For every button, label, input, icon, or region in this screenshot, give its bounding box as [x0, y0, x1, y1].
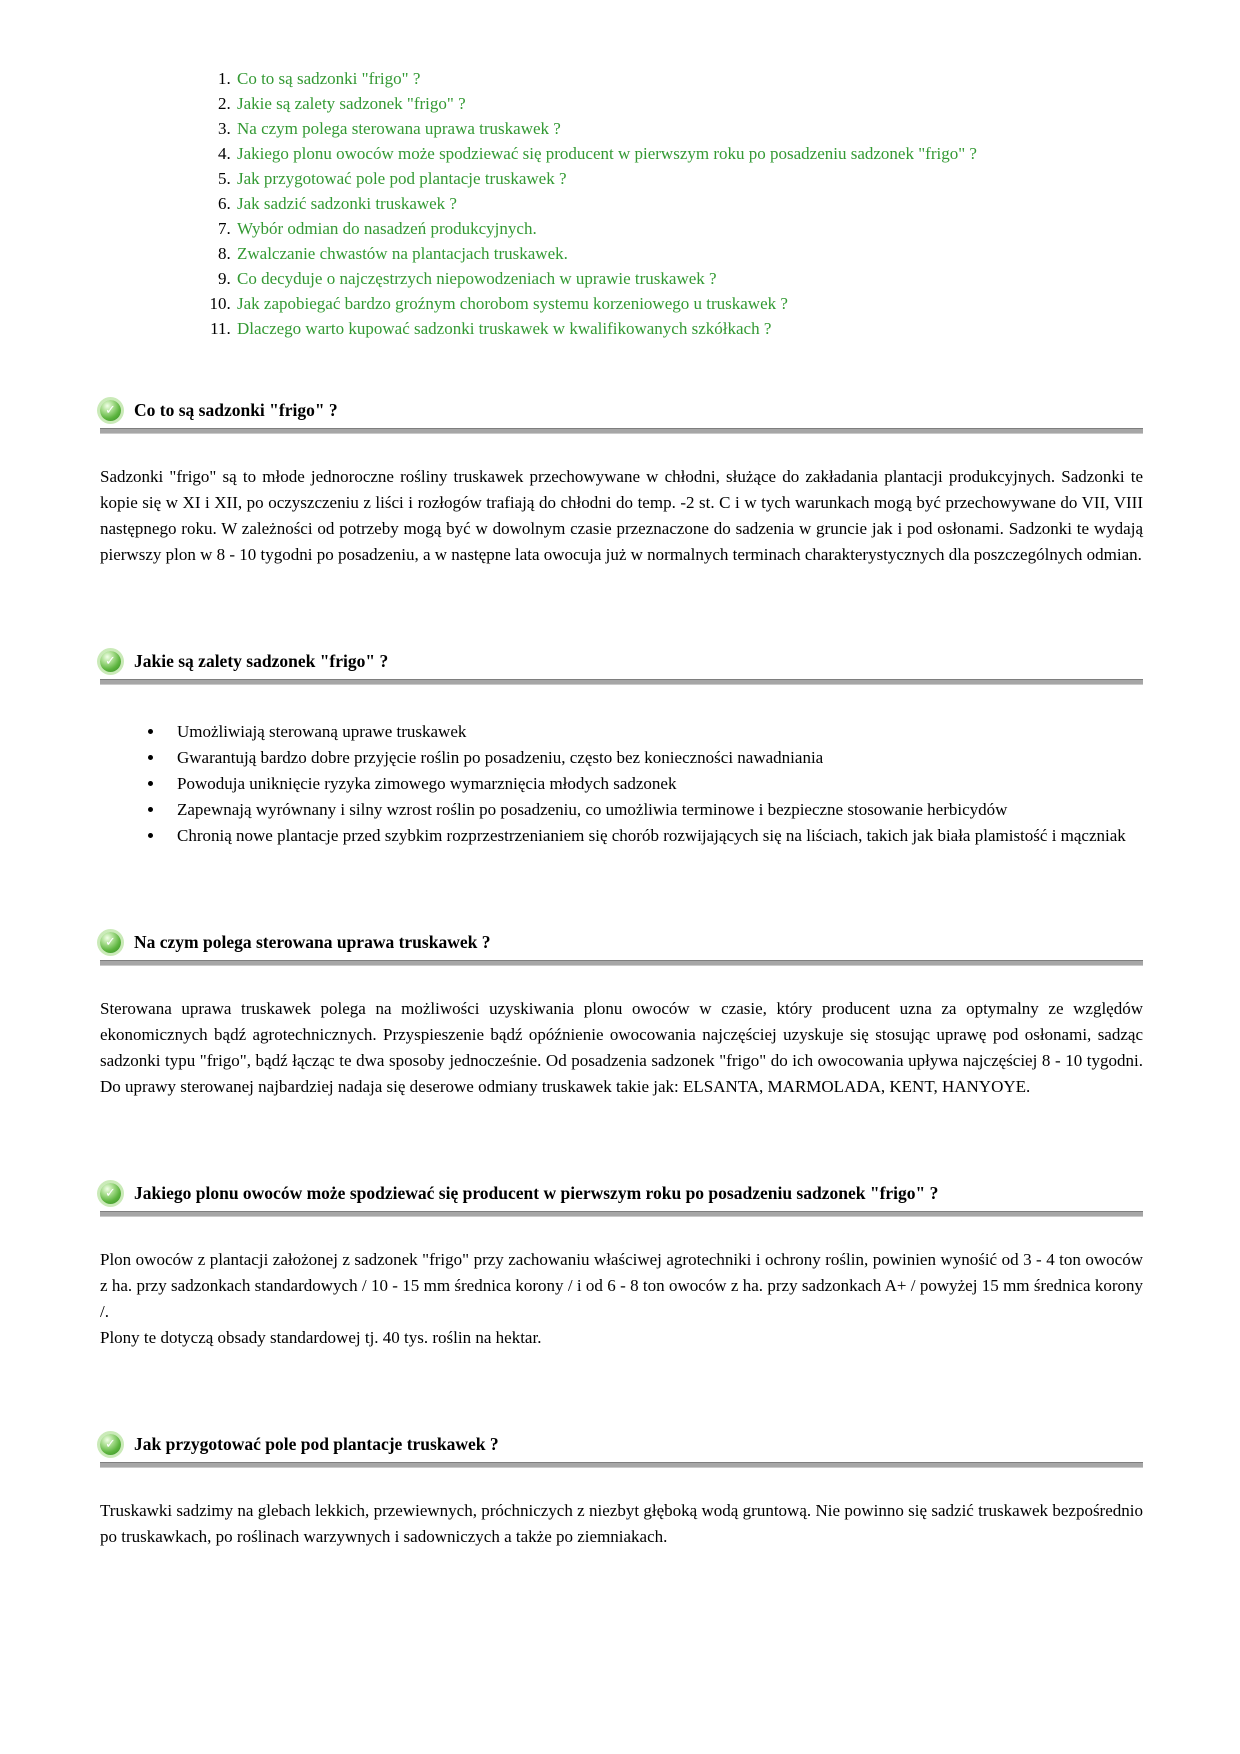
list-item: • Gwarantują bardzo dobre przyjęcie roślin po posadzeniu, często bez konieczności nawadniania	[165, 745, 1143, 771]
check-circle-icon	[100, 932, 121, 953]
toc-list	[100, 66, 1143, 341]
toc-item	[235, 66, 1143, 91]
toc-item	[235, 141, 1143, 166]
section-expected-yield	[100, 1180, 1143, 1351]
body-paragraph: Sterowana uprawa truskawek polega na możliwości uzyskiwania plonu owoców w czasie, który producent uzna za optymalny ze względów ekonomicznych bądź agrotechnicznych. Przyspieszenie bądź opóźnienie owocowania najczęściej uzyskuje się stosując uprawę pod osłonami, sadząc sadzonki typu "frigo", bądź łącząc te dwa sposoby jednocześnie. Od posadzenia sadzonek "frigo" do ich owocowania upływa najczęściej 8 - 10 tygodni. Do uprawy sterowanej najbardziej nadaja się deserowe odmiany truskawek takie jak: ELSANTA, MARMOLADA, KENT, HANYOYE.	[100, 999, 1143, 1096]
list-item: • Umożliwiają sterowaną uprawe truskawek	[165, 719, 1143, 745]
toc-item	[235, 241, 1143, 266]
toc-item	[235, 116, 1143, 141]
toc-link-3[interactable]: Na czym polega sterowana uprawa truskawek ?	[237, 119, 561, 138]
toc-item	[235, 291, 1143, 316]
toc-item	[235, 91, 1143, 116]
toc-item	[235, 216, 1143, 241]
body-paragraph: Plony te dotyczą obsady standardowej tj. 40 tys. roślin na hektar.	[100, 1328, 542, 1347]
body-paragraph: Plon owoców z plantacji założonej z sadzonek "frigo" przy zachowaniu właściwej agrotechniki i ochrony roślin, powinien wynośić od 3 - 4 ton owoców z ha. przy sadzonkach standardowych / 10 - 15 mm średnica korony / i od 6 - 8 ton owoców z ha. przy sadzonkach A+ / powyżej 15 mm średnica korony /.	[100, 1250, 1143, 1321]
toc-link-1[interactable]: Co to są sadzonki "frigo" ?	[237, 69, 421, 88]
section-heading-text: Na czym polega sterowana uprawa truskawek ?	[134, 932, 491, 952]
section-heading-text: Jak przygotować pole pod plantacje truskawek ?	[134, 1434, 499, 1454]
section-what-are-frigo	[100, 397, 1143, 568]
list-item: • Chronią nowe plantacje przed szybkim rozprzestrzenianiem się chorób rozwijających się na liściach, takich jak biała plamistość i mączniak	[165, 823, 1143, 849]
section-field-preparation	[100, 1431, 1143, 1550]
check-circle-icon	[100, 400, 121, 421]
toc-link-6[interactable]: Jak sadzić sadzonki truskawek ?	[237, 194, 457, 213]
section-rule	[100, 960, 1143, 966]
toc-item	[235, 316, 1143, 341]
section-heading	[100, 1180, 1143, 1206]
section-heading-text: Co to są sadzonki "frigo" ?	[134, 400, 338, 420]
section-rule	[100, 1211, 1143, 1217]
check-circle-icon	[100, 1434, 121, 1455]
toc-link-9[interactable]: Co decyduje o najczęstrzych niepowodzeniach w uprawie truskawek ?	[237, 269, 717, 288]
toc-link-11[interactable]: Dlaczego warto kupować sadzonki truskawek w kwalifikowanych szkółkach ?	[237, 319, 772, 338]
toc-link-2[interactable]: Jakie są zalety sadzonek "frigo" ?	[237, 94, 466, 113]
section-heading-text: Jakiego plonu owoców może spodziewać się producent w pierwszym roku po posadzeniu sadzonek "frigo" ?	[134, 1183, 939, 1203]
toc-item	[235, 266, 1143, 291]
toc-link-7[interactable]: Wybór odmian do nasadzeń produkcyjnych.	[237, 219, 537, 238]
section-heading	[100, 1431, 1143, 1457]
list-item: • Zapewnają wyrównany i silny wzrost roślin po posadzeniu, co umożliwia terminowe i bezpieczne stosowanie herbicydów	[165, 797, 1143, 823]
section-heading	[100, 648, 1143, 674]
section-rule	[100, 428, 1143, 434]
section-frigo-advantages	[100, 648, 1143, 849]
section-heading	[100, 929, 1143, 955]
list-item: • Powoduja uniknięcie ryzyka zimowego wymarznięcia młodych sadzonek	[165, 771, 1143, 797]
toc-link-8[interactable]: Zwalczanie chwastów na plantacjach truskawek.	[237, 244, 568, 263]
toc-link-4[interactable]: Jakiego plonu owoców może spodziewać się producent w pierwszym roku po posadzeniu sadzonek "frigo" ?	[237, 144, 977, 163]
body-paragraph: Sadzonki "frigo" są to młode jednoroczne rośliny truskawek przechowywane w chłodni, służące do zakładania plantacji produkcyjnych. Sadzonki te kopie się w XI i XII, po oczyszczeniu z liści i rozłogów trafiają do chłodni do temp. -2 st. C i w tych warunkach mogą być przechowywane do VII, VIII następnego roku. W zależności od potrzeby mogą być w dowolnym czasie przeznaczone do sadzenia w gruncie jak i pod osłonami. Sadzonki te wydają pierwszy plon w 8 - 10 tygodni po posadzeniu, a w następne lata owocuja już w normalnych terminach charakterystycznych dla poszczególnych odmian.	[100, 467, 1143, 564]
toc-item	[235, 166, 1143, 191]
toc-item	[235, 191, 1143, 216]
section-rule	[100, 1462, 1143, 1468]
check-circle-icon	[100, 651, 121, 672]
body-paragraph: Truskawki sadzimy na glebach lekkich, przewiewnych, próchniczych z niezbyt głęboką wodą gruntową. Nie powinno się sadzić truskawek bezpośrednio po truskawkach, po roślinach warzywnych i sadowniczych a także po ziemniakach.	[100, 1501, 1143, 1546]
section-controlled-cultivation	[100, 929, 1143, 1100]
section-heading	[100, 397, 1143, 423]
advantages-list	[100, 719, 1143, 849]
section-rule	[100, 679, 1143, 685]
toc-link-10[interactable]: Jak zapobiegać bardzo groźnym chorobom systemu korzeniowego u truskawek ?	[237, 294, 788, 313]
check-circle-icon	[100, 1183, 121, 1204]
section-heading-text: Jakie są zalety sadzonek "frigo" ?	[134, 651, 389, 671]
toc-link-5[interactable]: Jak przygotować pole pod plantacje truskawek ?	[237, 169, 567, 188]
